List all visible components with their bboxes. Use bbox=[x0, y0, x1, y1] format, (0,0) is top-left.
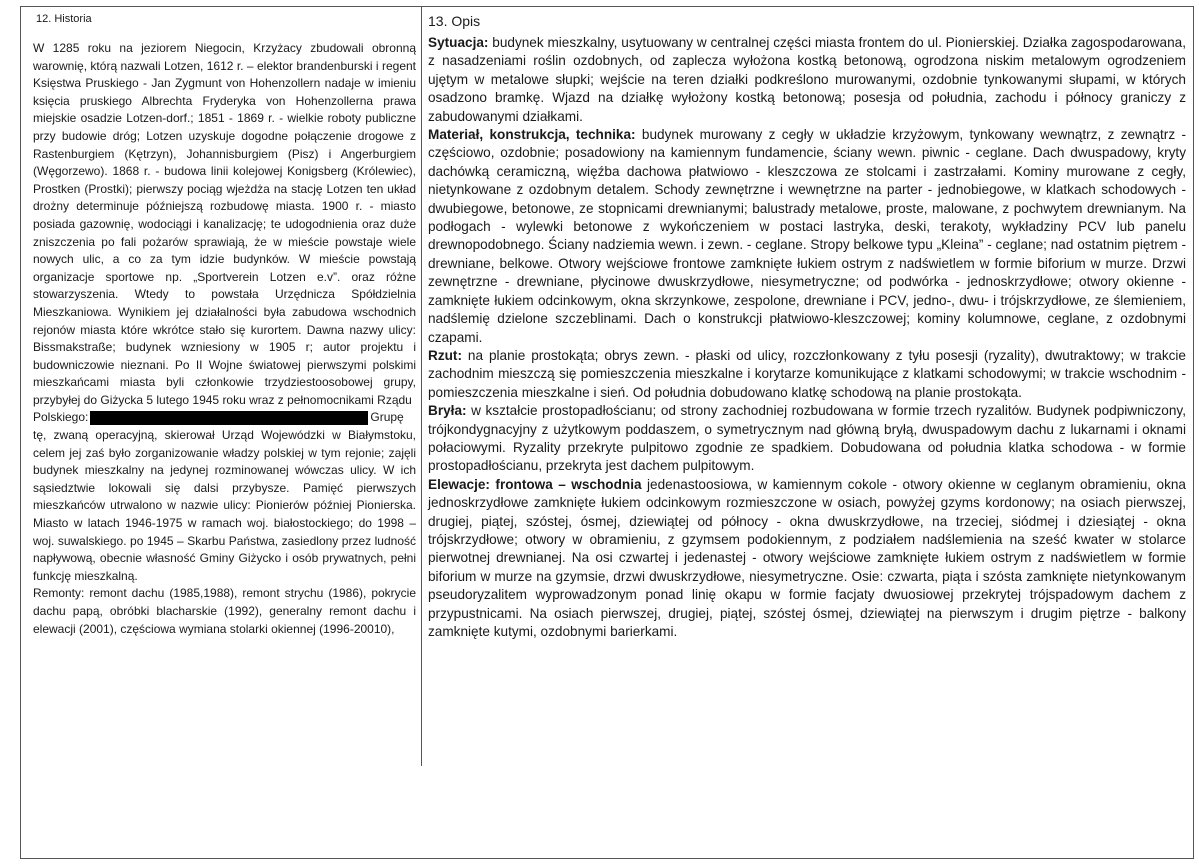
section-bryla bbox=[428, 402, 1186, 476]
section-sytuacja bbox=[428, 34, 1186, 126]
redact-suffix: Grupę bbox=[370, 410, 404, 425]
history-paragraph-2: tę, zwaną operacyjną, skierował Urząd Wojewódzki w Białymstoku, celem jej zaś było zorganizowanie władzy polskiej w tym rejonie; zajęli budynek mieszkalny na jedynej rozminowanej wówczas ulicy. W ich sąsiedztwie lokowali się dalsi przybysze. Pamięć pierwszych mieszkańców utrwalono w nazwie ulicy: Pionierów później Pionierska. Miasto w latach 1946-1975 w ramach woj. białostockiego; do 1998 – woj. suwalskiego. po 1945 – Skarbu Państwa, zasiedlony przez ludność napływową, obecnie własność Gminy Giżycko i osób prywatnych, pełni funkcję mieszkalną. bbox=[33, 428, 416, 583]
section-text: budynek mieszkalny, usytuowany w centralnej części miasta frontem do ul. Pionierskiej. Działka zagospodarowana, z nasadzeniami roślin ozdobnych, od zaplecza wyłożona kostką betonową, ogrodzona niskim metalowym ogrodzeniem ujętym w metalowe słupki; wejście na teren działki podkreślono murowanymi, ozdobnie tynkowanymi słupami, w których osadzono bramkę. Wjazd na działkę wyłożony kostką betonową; posesja od południa, zachodu i północy graniczy z zabudowanymi działkami. bbox=[428, 35, 1186, 124]
section-label: Materiał, konstrukcja, technika: bbox=[428, 127, 636, 143]
history-paragraph-3: Remonty: remont dachu (1985,1988), remont strychu (1986), pokrycie dachu papą, obróbki blacharskie (1992), generalny remont dachu i elewacji (2001), częściowa wymiana stolarki okiennej (1996-20010), bbox=[33, 586, 416, 636]
section-text: jedenastoosiowa, w kamiennym cokole - otwory okienne w ceglanym obramieniu, okna jednoskrzydłowe zamknięte łukiem odcinkowym rozmieszczone w osiach, powyżej gzyms kordonowy; na osiach pierwszej, drugiej, piątej, szóstej, ósmej, dziewiątej od północy - okna dwuskrzydłowe, na trzeciej, siódmej i dziesiątej - okna trójskrzydłowe; otwory w obramieniu, z gzymsem podokiennym, z podziałem nadślemienia na sześć kwater w stolarce pierwotnej drewnianej. Na osi czwartej i jedenastej - otwory wejściowe zamknięte łukiem ostrym z nadświetlem w formie biforium w murze na gzymsie, drzwi dwuskrzydłowe, niesymetryczne. Osie: czwarta, piąta i szósta zamknięte nietynkowanym pseudoryzalitem wyprowadzonym ponad linię okapu w formie facjaty dwuosiowej przekrytej trójspadowym dachem z przypustnicami. Na osiach pierwszej, drugiej, piątej, szóstej ósmej, dziewiątej na pierwszym i drugim piętrze - balkony zamknięte kutymi, ozdobnymi barierkami. bbox=[428, 476, 1186, 639]
redacted-line bbox=[33, 409, 416, 427]
section-material bbox=[428, 126, 1186, 347]
column-divider bbox=[421, 6, 422, 766]
section-label: Rzut: bbox=[428, 347, 462, 363]
history-column bbox=[33, 12, 416, 638]
section-label: Elewacje: frontowa – wschodnia bbox=[428, 476, 642, 492]
description-column bbox=[428, 12, 1186, 641]
history-paragraph-1: W 1285 roku na jeziorem Niegocin, Krzyżacy zbudowali obronną warownię, którą nazwali Lotzen, 1612 r. – elektor brandenburski i regent Księstwa Pruskiego - Jan Zygmunt von Hohenzollern nadaje w imieniu księcia pruskiego Albrechta Fryderyka von Hohenzollerna prawa miejskie osadzie Lotzen-dorf.; 1851 - 1869 r. - wielkie roboty publiczne przy budowie dróg; Lotzen uzyskuje dogodne połączenie drogowe z Rastenburgiem (Kętrzyn), Johannisburgiem (Pisz) i Angerburgiem (Węgorzewo). 1868 r. - budowa linii kolejowej Konigsberg (Królewiec), Prostken (Prostki); pierwszy pociąg wjeżdża na stację Lotzen ten układ drożny determinuje późniejszą rozbudowę miasta. 1900 r. - miasto posiada gazownię, wodociągi i kanalizację; te udogodnienia oraz duże zniszczenia po fali pożarów sprawiają, że w mieście powstaje wiele nowych ulic, a co za tym idzie budynków. W mieście powstają organizacje sportowe np. „Sportverein Lotzen e.v”. oraz różne stowarzyszenia. Wtedy to powstała Urzędnicza Spółdzielnia Mieszkaniowa. Wynikiem jej działalności była zabudowa wschodnich rejonów miasta które wkrótce stało się kurortem. Dawna nazwy ulicy: Bissmakstraße; budynek wzniesiony w 1905 r; autor projektu i budowniczowie nieznani. Po II Wojne światowej pierwszymi polskimi mieszkańcami miasta byli członkowie trzydziestoosobowej grupy, przybyłej do Giżycka 5 lutego 1945 roku wraz z pełnomocnikami Rządu bbox=[33, 41, 416, 407]
section-elewacje bbox=[428, 476, 1186, 642]
history-heading: 12. Historia bbox=[36, 13, 92, 25]
section-text: na planie prostokąta; obrys zewn. - płaski od ulicy, rozczłonkowany z tyłu posesji (ryzality), dwutraktowy; w trakcie zachodnim mieszczą się pomieszczenia mieszkalne i korytarze komunikujące z klatkami schodowymi; w trakcie wschodnim - pomieszczenia mieszkalne i sień. Od południa dobudowano klatkę schodową na planie prostokąta. bbox=[428, 347, 1186, 400]
section-label: Bryła: bbox=[428, 403, 467, 419]
section-text: w kształcie prostopadłościanu; od strony zachodniej rozbudowana w formie trzech ryzalitów. Budynek podpiwniczony, trójkondygnacyjny z użytkowym poddaszem, o symetrycznym nad główną bryłą, dwuspadowym dachu z lukarnami i oknami połaciowymi. Ryzality przekryte pulpitowo zgodnie ze spadkiem. Dobudowana od południa klatka schodowa - w formie prostopadłościanu, przekryta jest dachem pulpitowym. bbox=[428, 403, 1186, 474]
redact-prefix: Polskiego: bbox=[33, 410, 89, 425]
section-rzut bbox=[428, 347, 1186, 402]
section-text: budynek murowany z cegły w układzie krzyżowym, tynkowany wewnątrz, z zewnątrz - częściowo, ozdobnie; posadowiony na kamiennym fundamencie, ściany wewn. piwnic - ceglane. Dach dwuspadowy, kryty dachówką ceramiczną, więźba dachowa płatwiowo - kleszczowa ze stolcami i zastrzałami. Kominy murowane z cegły, nietynkowane z ozdobnym detalem. Schody zewnętrzne i wewnętrzne na parter - jednobiegowe, w klatkach schodowych - dwubiegowe, betonowe, ze stopnicami drewnianymi; balustrady metalowe, proste, malowane, z pochwytem drewnianym. Na podłogach - wylewki betonowe z wykończeniem w postaci lastryka, deski, terakoty, wykładziny PCV lub panelu drewnopodobnego. Ściany nadziemia wewn. i zewn. - ceglane. Stropy belkowe typu „Kleina” - ceglane; nad ostatnim piętrem - drewniane, belkowe. Otwory wejściowe frontowe zamknięte łukiem ostrym z nadświetlem w formie biforium w murze. Drzwi zewnętrzne - drewniane, płycinowe dwuskrzydłowe, niesymetryczne; od podwórka - jednoskrzydłowe; otwory okienne - zamknięte łukiem odcinkowym, okna skrzynkowe, zespolone, drewniane i PCV, jedno-, dwu- i trójskrzydłowe, ze ślemieniem, nadślemię dzielone szczeblinami. Dach o konstrukcji płatwiowo-kleszczowej; kominy kolumnowe, ceglane, z ozdobnymi czapami. bbox=[428, 127, 1186, 345]
description-heading: 13. Opis bbox=[428, 13, 481, 29]
redaction-bar bbox=[90, 411, 368, 425]
section-label: Sytuacja: bbox=[428, 35, 489, 50]
